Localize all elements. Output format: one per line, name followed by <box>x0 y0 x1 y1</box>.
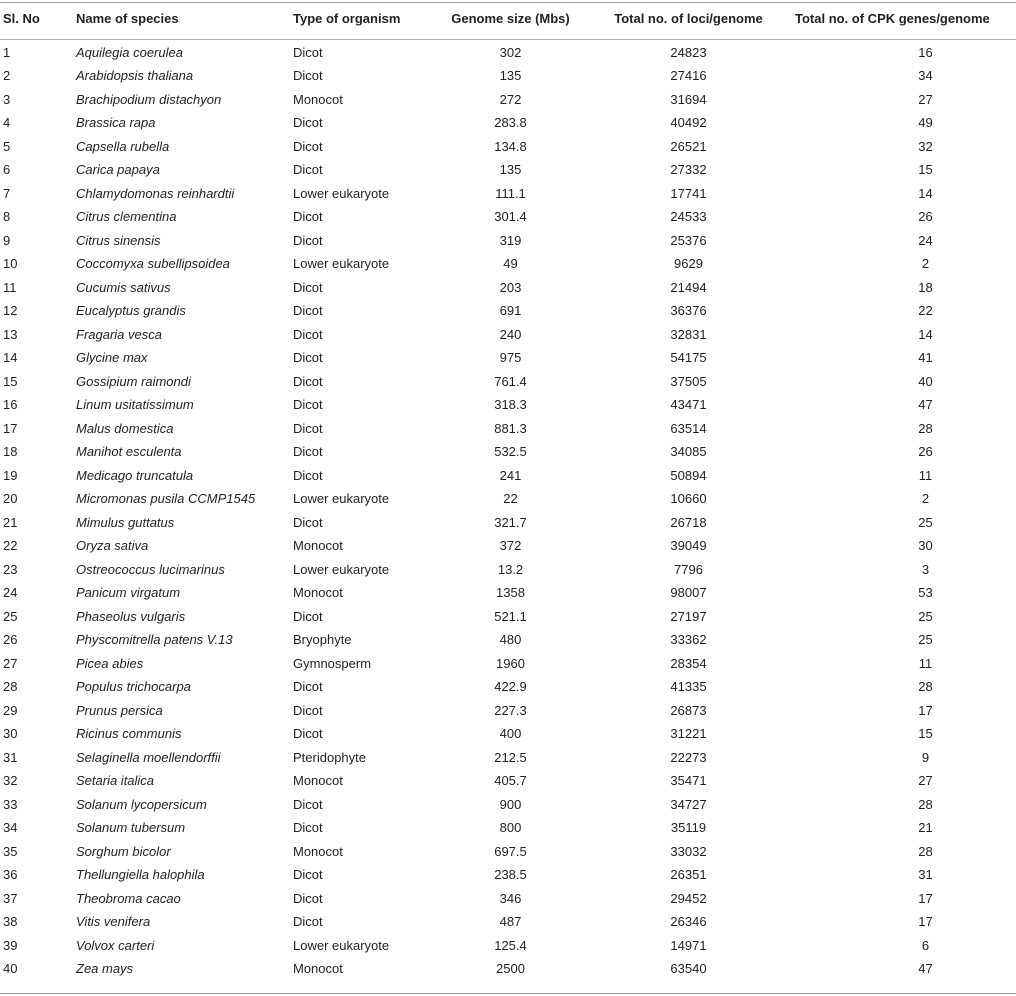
table-row <box>0 393 1016 417</box>
cell-sl-no: 11 <box>3 279 17 295</box>
cell-organism-type: Bryophyte <box>293 632 352 648</box>
cell-species-name: Volvox carteri <box>76 937 155 953</box>
cell-species-name: Carica papaya <box>76 162 160 178</box>
table-row <box>0 510 1016 534</box>
cell-organism-type: Dicot <box>293 679 323 695</box>
cell-total-cpk-genes: 25 <box>918 608 933 624</box>
cell-sl-no: 15 <box>3 373 18 389</box>
cell-genome-size: 318.3 <box>494 397 527 413</box>
cell-total-loci: 98007 <box>670 585 707 601</box>
cell-total-cpk-genes: 28 <box>918 843 933 859</box>
table-row <box>0 252 1016 276</box>
cell-species-name: Panicum virgatum <box>76 585 181 601</box>
cell-genome-size: 111.1 <box>495 185 526 201</box>
cell-total-loci: 31221 <box>670 726 707 742</box>
cell-sl-no: 1 <box>3 45 11 61</box>
cell-genome-size: 238.5 <box>494 867 527 883</box>
cell-total-cpk-genes: 2 <box>921 256 930 272</box>
cell-total-cpk-genes: 9 <box>921 749 930 765</box>
cell-organism-type: Dicot <box>293 867 323 883</box>
table-row <box>0 87 1016 111</box>
cell-sl-no: 7 <box>3 185 11 201</box>
cell-sl-no: 20 <box>3 491 18 507</box>
cell-total-loci: 31694 <box>670 91 707 107</box>
cell-species-name: Mimulus guttatus <box>76 514 175 530</box>
cell-sl-no: 39 <box>3 937 18 953</box>
cell-genome-size: 134.8 <box>494 138 527 154</box>
cell-organism-type: Lower eukaryote <box>293 561 390 577</box>
cell-organism-type: Dicot <box>293 608 323 624</box>
cell-sl-no: 14 <box>3 350 18 366</box>
cell-sl-no: 40 <box>3 961 18 977</box>
cell-total-cpk-genes: 28 <box>918 679 933 695</box>
cell-total-loci: 10660 <box>670 491 707 507</box>
cell-total-cpk-genes: 49 <box>918 115 933 131</box>
cell-total-cpk-genes: 16 <box>918 45 933 61</box>
cell-genome-size: 319 <box>499 232 522 248</box>
cell-total-cpk-genes: 26 <box>918 209 933 225</box>
cell-sl-no: 38 <box>3 914 18 930</box>
cell-genome-size: 881.3 <box>494 420 527 436</box>
cell-total-cpk-genes: 25 <box>918 514 933 530</box>
cell-species-name: Citrus clementina <box>76 209 177 225</box>
cell-organism-type: Dicot <box>293 303 323 319</box>
header-total-cpk-genes: Total no. of CPK genes/genome <box>795 11 990 26</box>
table-row <box>0 463 1016 487</box>
cell-total-loci: 63514 <box>670 420 707 436</box>
cell-total-loci: 39049 <box>670 538 707 554</box>
table-row <box>0 675 1016 699</box>
cell-organism-type: Dicot <box>293 115 323 131</box>
table-row <box>0 651 1016 675</box>
table-row <box>0 886 1016 910</box>
cell-sl-no: 2 <box>3 68 11 84</box>
cell-species-name: Brachipodium distachyon <box>76 91 222 107</box>
cell-total-cpk-genes: 21 <box>918 820 933 836</box>
table-row <box>0 181 1016 205</box>
cell-genome-size: 272 <box>499 91 522 107</box>
cell-genome-size: 240 <box>499 326 522 342</box>
cell-species-name: Picea abies <box>76 655 144 671</box>
cell-genome-size: 800 <box>499 820 522 836</box>
cell-sl-no: 22 <box>3 538 18 554</box>
cell-total-cpk-genes: 27 <box>918 91 933 107</box>
cell-species-name: Micromonas pusila CCMP1545 <box>76 491 256 507</box>
cell-total-loci: 54175 <box>670 350 707 366</box>
cell-total-loci: 27197 <box>670 608 707 624</box>
cell-total-loci: 41335 <box>670 679 707 695</box>
table-row <box>0 534 1016 558</box>
cell-organism-type: Dicot <box>293 68 323 84</box>
table-row <box>0 557 1016 581</box>
table-row <box>0 440 1016 464</box>
cell-species-name: Zea mays <box>76 961 134 977</box>
cell-total-cpk-genes: 24 <box>918 232 933 248</box>
cell-sl-no: 8 <box>3 209 11 225</box>
cell-total-cpk-genes: 18 <box>918 279 933 295</box>
cell-sl-no: 37 <box>3 890 18 906</box>
cell-sl-no: 17 <box>3 420 18 436</box>
cell-total-loci: 36376 <box>670 303 707 319</box>
cell-genome-size: 13.2 <box>497 561 524 577</box>
cell-organism-type: Monocot <box>293 773 343 789</box>
cell-organism-type: Dicot <box>293 514 323 530</box>
cell-sl-no: 28 <box>3 679 18 695</box>
cell-total-loci: 40492 <box>670 115 707 131</box>
cell-species-name: Fragaria vesca <box>76 326 162 342</box>
cell-species-name: Gossipium raimondi <box>76 373 191 389</box>
table-row <box>0 745 1016 769</box>
table-row <box>0 299 1016 323</box>
cell-species-name: Prunus persica <box>76 702 163 718</box>
cell-total-loci: 27416 <box>670 68 707 84</box>
table-row <box>0 158 1016 182</box>
table-row <box>0 581 1016 605</box>
cell-total-cpk-genes: 47 <box>918 397 933 413</box>
cell-genome-size: 49 <box>503 256 518 272</box>
cell-organism-type: Dicot <box>293 373 323 389</box>
cell-sl-no: 10 <box>3 256 18 272</box>
cell-total-loci: 34085 <box>670 444 707 460</box>
cell-organism-type: Pteridophyte <box>293 749 366 765</box>
table-row <box>0 369 1016 393</box>
cell-organism-type: Dicot <box>293 444 323 460</box>
cell-sl-no: 32 <box>3 773 18 789</box>
cell-species-name: Eucalyptus grandis <box>76 303 186 319</box>
cell-genome-size: 532.5 <box>494 444 527 460</box>
cell-sl-no: 3 <box>3 91 11 107</box>
cell-genome-size: 400 <box>499 726 522 742</box>
cell-organism-type: Dicot <box>293 467 323 483</box>
cell-organism-type: Dicot <box>293 796 323 812</box>
cell-organism-type: Monocot <box>293 538 343 554</box>
table-row <box>0 64 1016 88</box>
cell-genome-size: 761.4 <box>494 373 527 389</box>
cell-species-name: Chlamydomonas reinhardtii <box>76 185 235 201</box>
cell-total-cpk-genes: 17 <box>918 702 933 718</box>
table-row <box>0 604 1016 628</box>
cell-species-name: Selaginella moellendorffii <box>76 749 221 765</box>
cell-species-name: Theobroma cacao <box>76 890 181 906</box>
cell-sl-no: 12 <box>3 303 18 319</box>
cell-total-loci: 25376 <box>670 232 707 248</box>
header-species-name: Name of species <box>76 11 179 26</box>
table-header-row <box>0 0 1016 40</box>
cell-total-loci: 21494 <box>670 279 707 295</box>
cell-organism-type: Dicot <box>293 726 323 742</box>
cell-species-name: Cucumis sativus <box>76 279 171 295</box>
cell-organism-type: Dicot <box>293 420 323 436</box>
cell-organism-type: Monocot <box>293 91 343 107</box>
cell-total-cpk-genes: 34 <box>918 68 933 84</box>
cell-total-loci: 26521 <box>670 138 707 154</box>
cell-genome-size: 302 <box>499 45 522 61</box>
cell-sl-no: 29 <box>3 702 18 718</box>
table-row <box>0 40 1016 64</box>
header-sl-no: Sl. No <box>3 11 40 26</box>
cell-total-loci: 22273 <box>670 749 707 765</box>
cell-genome-size: 212.5 <box>494 749 527 765</box>
cell-total-loci: 35471 <box>670 773 707 789</box>
cell-sl-no: 27 <box>3 655 18 671</box>
cell-species-name: Ostreococcus lucimarinus <box>76 561 225 577</box>
cell-sl-no: 18 <box>3 444 18 460</box>
cell-genome-size: 405.7 <box>494 773 527 789</box>
cell-genome-size: 372 <box>499 538 522 554</box>
cell-genome-size: 422.9 <box>494 679 527 695</box>
cell-organism-type: Lower eukaryote <box>293 491 390 507</box>
cell-species-name: Sorghum bicolor <box>76 843 171 859</box>
cell-total-loci: 26346 <box>670 914 707 930</box>
cell-genome-size: 135 <box>499 68 522 84</box>
cell-total-loci: 9629 <box>674 256 703 272</box>
cell-sl-no: 24 <box>3 585 18 601</box>
table-row <box>0 487 1016 511</box>
table-row <box>0 205 1016 229</box>
cell-genome-size: 203 <box>499 279 522 295</box>
table-row <box>0 698 1016 722</box>
cell-sl-no: 33 <box>3 796 18 812</box>
table-row <box>0 275 1016 299</box>
cell-total-loci: 7796 <box>674 561 703 577</box>
cell-total-loci: 50894 <box>670 467 707 483</box>
cell-species-name: Malus domestica <box>76 420 174 436</box>
cell-total-loci: 43471 <box>670 397 707 413</box>
cell-sl-no: 5 <box>3 138 11 154</box>
table-bottom-rule <box>0 993 1016 994</box>
cell-genome-size: 227.3 <box>494 702 527 718</box>
cell-sl-no: 4 <box>3 115 11 131</box>
cell-total-cpk-genes: 28 <box>918 796 933 812</box>
cell-species-name: Arabidopsis thaliana <box>76 68 194 84</box>
cell-total-cpk-genes: 6 <box>921 937 930 953</box>
cell-organism-type: Dicot <box>293 820 323 836</box>
header-organism-type: Type of organism <box>293 11 401 26</box>
cell-total-loci: 33362 <box>670 632 707 648</box>
cell-organism-type: Dicot <box>293 397 323 413</box>
cell-genome-size: 22 <box>503 491 518 507</box>
cell-species-name: Glycine max <box>76 350 148 366</box>
table-row <box>0 111 1016 135</box>
cell-organism-type: Dicot <box>293 138 323 154</box>
cell-sl-no: 34 <box>3 820 18 836</box>
cell-total-loci: 63540 <box>670 961 707 977</box>
cell-species-name: Brassica rapa <box>76 115 156 131</box>
cell-organism-type: Dicot <box>293 162 323 178</box>
cell-sl-no: 23 <box>3 561 18 577</box>
cell-species-name: Solanum tubersum <box>76 820 186 836</box>
cell-organism-type: Dicot <box>293 279 323 295</box>
cell-total-cpk-genes: 47 <box>918 961 933 977</box>
table-row <box>0 134 1016 158</box>
cell-total-loci: 17741 <box>670 185 707 201</box>
cell-total-cpk-genes: 31 <box>918 867 933 883</box>
cell-species-name: Citrus sinensis <box>76 232 161 248</box>
cell-total-loci: 35119 <box>670 820 707 836</box>
cell-sl-no: 19 <box>3 467 18 483</box>
cell-species-name: Setaria italica <box>76 773 155 789</box>
cell-total-cpk-genes: 11 <box>918 655 933 671</box>
cell-organism-type: Monocot <box>293 843 343 859</box>
cell-total-loci: 24533 <box>670 209 707 225</box>
cell-sl-no: 9 <box>3 232 11 248</box>
cell-total-cpk-genes: 30 <box>918 538 933 554</box>
cell-species-name: Linum usitatissimum <box>76 397 194 413</box>
cell-total-loci: 26351 <box>670 867 707 883</box>
cell-genome-size: 301.4 <box>494 209 527 225</box>
cell-organism-type: Lower eukaryote <box>293 937 390 953</box>
cell-total-cpk-genes: 32 <box>918 138 933 154</box>
cell-species-name: Ricinus communis <box>76 726 182 742</box>
cell-genome-size: 697.5 <box>494 843 527 859</box>
cell-total-cpk-genes: 17 <box>918 890 933 906</box>
cell-species-name: Capsella rubella <box>76 138 170 154</box>
cell-species-name: Manihot esculenta <box>76 444 182 460</box>
cell-sl-no: 13 <box>3 326 18 342</box>
cell-genome-size: 125.4 <box>494 937 527 953</box>
cell-sl-no: 36 <box>3 867 18 883</box>
cell-genome-size: 691 <box>499 303 522 319</box>
cell-genome-size: 480 <box>499 632 522 648</box>
cell-organism-type: Dicot <box>293 914 323 930</box>
cell-total-loci: 33032 <box>670 843 707 859</box>
cell-organism-type: Dicot <box>293 890 323 906</box>
cell-organism-type: Dicot <box>293 209 323 225</box>
cell-genome-size: 521.1 <box>494 608 527 624</box>
cell-sl-no: 21 <box>3 514 18 530</box>
cell-total-cpk-genes: 3 <box>921 561 930 577</box>
cell-sl-no: 31 <box>3 749 18 765</box>
cell-total-cpk-genes: 25 <box>918 632 933 648</box>
table-row <box>0 346 1016 370</box>
table-row <box>0 628 1016 652</box>
cell-organism-type: Lower eukaryote <box>293 256 390 272</box>
cell-total-loci: 29452 <box>670 890 707 906</box>
cell-total-cpk-genes: 53 <box>918 585 933 601</box>
cell-organism-type: Gymnosperm <box>293 655 372 671</box>
header-total-loci: Total no. of loci/genome <box>614 11 763 26</box>
cell-total-cpk-genes: 22 <box>918 303 933 319</box>
cell-total-cpk-genes: 15 <box>918 162 933 178</box>
cell-species-name: Physcomitrella patens V.13 <box>76 632 233 648</box>
table-row <box>0 322 1016 346</box>
cell-total-loci: 24823 <box>670 45 707 61</box>
table-row <box>0 863 1016 887</box>
table-row <box>0 416 1016 440</box>
table-row <box>0 816 1016 840</box>
table-row <box>0 839 1016 863</box>
cell-genome-size: 283.8 <box>494 115 527 131</box>
cell-species-name: Medicago truncatula <box>76 467 194 483</box>
cell-total-loci: 26718 <box>670 514 707 530</box>
cell-organism-type: Dicot <box>293 350 323 366</box>
cell-genome-size: 1358 <box>496 585 525 601</box>
cell-organism-type: Dicot <box>293 45 323 61</box>
cell-sl-no: 26 <box>3 632 18 648</box>
cell-total-loci: 32831 <box>670 326 707 342</box>
cell-total-loci: 37505 <box>670 373 707 389</box>
table-row <box>0 910 1016 934</box>
cell-total-loci: 27332 <box>670 162 707 178</box>
cell-genome-size: 1960 <box>496 655 525 671</box>
cell-sl-no: 35 <box>3 843 18 859</box>
table-row <box>0 957 1016 981</box>
cell-organism-type: Monocot <box>293 961 343 977</box>
cell-species-name: Aquilegia coerulea <box>76 45 183 61</box>
cell-species-name: Coccomyxa subellipsoidea <box>76 256 230 272</box>
cell-genome-size: 321.7 <box>494 514 527 530</box>
cell-total-cpk-genes: 17 <box>918 914 933 930</box>
cell-total-cpk-genes: 11 <box>918 467 933 483</box>
cell-total-cpk-genes: 15 <box>918 726 933 742</box>
cell-species-name: Vitis venifera <box>76 914 151 930</box>
cell-organism-type: Monocot <box>293 585 343 601</box>
cell-total-cpk-genes: 40 <box>918 373 933 389</box>
cell-total-loci: 26873 <box>670 702 707 718</box>
cell-species-name: Phaseolus vulgaris <box>76 608 186 624</box>
cell-total-cpk-genes: 14 <box>918 326 933 342</box>
cell-genome-size: 975 <box>499 350 522 366</box>
cell-total-loci: 34727 <box>670 796 707 812</box>
cell-organism-type: Dicot <box>293 326 323 342</box>
cell-organism-type: Dicot <box>293 702 323 718</box>
table-row <box>0 792 1016 816</box>
cell-total-cpk-genes: 14 <box>918 185 933 201</box>
cell-genome-size: 2500 <box>496 961 525 977</box>
cell-total-cpk-genes: 27 <box>918 773 933 789</box>
cell-species-name: Populus trichocarpa <box>76 679 191 695</box>
cell-total-cpk-genes: 26 <box>918 444 933 460</box>
cell-organism-type: Lower eukaryote <box>293 185 390 201</box>
cell-genome-size: 900 <box>499 796 522 812</box>
table-row <box>0 769 1016 793</box>
cell-total-cpk-genes: 41 <box>918 350 933 366</box>
cell-sl-no: 16 <box>3 397 18 413</box>
cell-genome-size: 346 <box>499 890 522 906</box>
cell-sl-no: 6 <box>3 162 11 178</box>
cell-genome-size: 135 <box>499 162 522 178</box>
cell-total-loci: 28354 <box>670 655 707 671</box>
cell-genome-size: 241 <box>499 467 522 483</box>
table-row <box>0 933 1016 957</box>
cell-species-name: Oryza sativa <box>76 538 149 554</box>
table-row <box>0 722 1016 746</box>
cell-sl-no: 25 <box>3 608 18 624</box>
cell-species-name: Thellungiella halophila <box>76 867 205 883</box>
table-body <box>0 40 1016 980</box>
cell-total-cpk-genes: 28 <box>918 420 933 436</box>
cell-species-name: Solanum lycopersicum <box>76 796 207 812</box>
cell-sl-no: 30 <box>3 726 18 742</box>
table-row <box>0 228 1016 252</box>
header-genome-size: Genome size (Mbs) <box>451 11 570 26</box>
cell-total-cpk-genes: 2 <box>921 491 930 507</box>
cell-genome-size: 487 <box>499 914 522 930</box>
cell-organism-type: Dicot <box>293 232 323 248</box>
cell-total-loci: 14971 <box>670 937 707 953</box>
